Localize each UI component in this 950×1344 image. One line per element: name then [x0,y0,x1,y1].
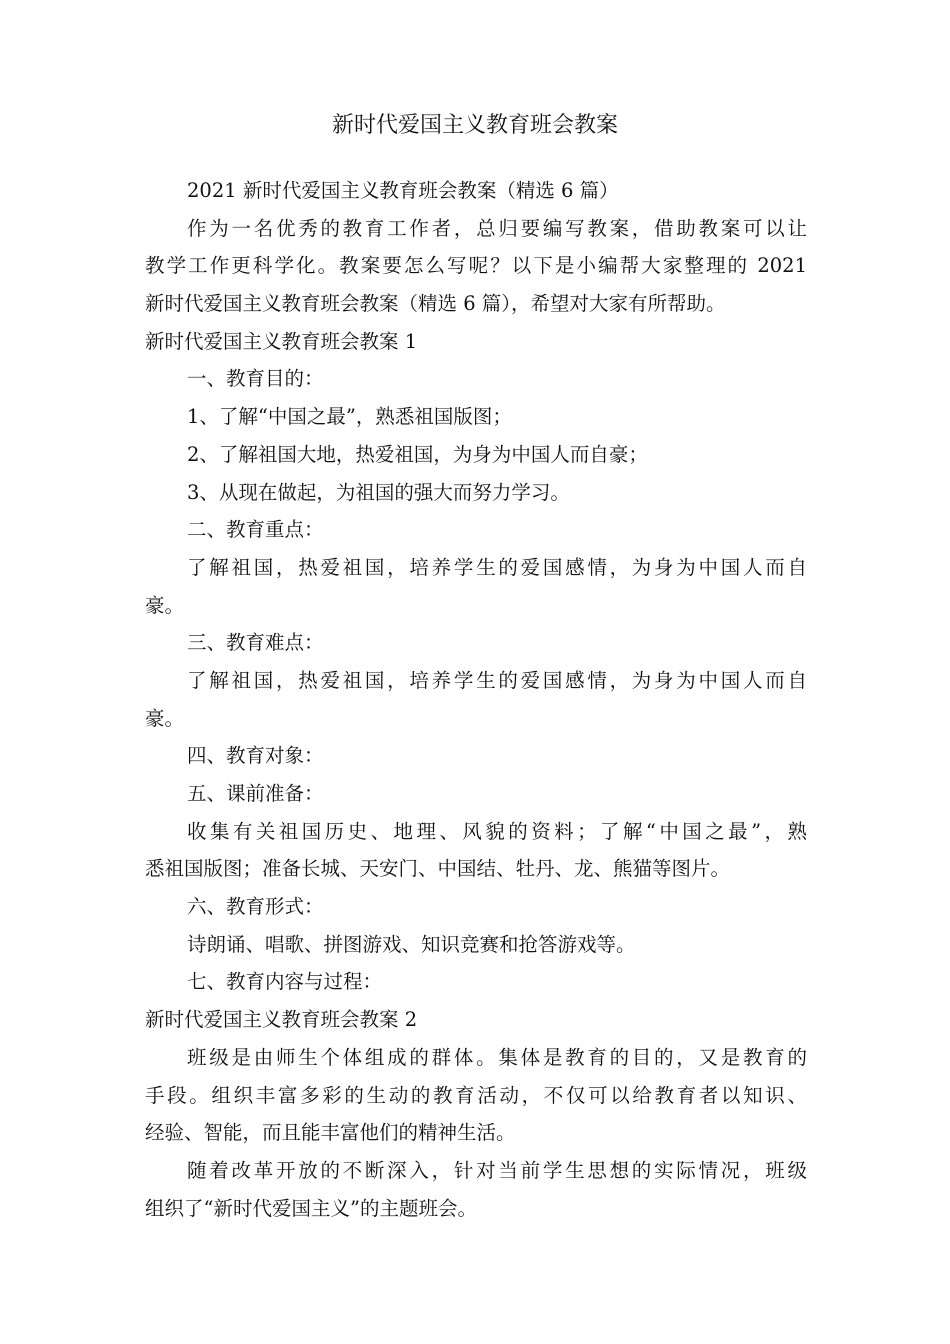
paragraph-line: 悉祖国版图；准备长城、天安门、中国结、牡丹、龙、熊猫等图片。 [145,857,731,881]
subtitle-line: 2021 新时代爱国主义教育班会教案（精选 6 篇） [187,179,619,202]
section-heading: 新时代爱国主义教育班会教案 2 [145,1008,418,1032]
list-heading: 四、教育对象： [187,744,324,768]
document-title: 新时代爱国主义教育班会教案 [331,113,618,138]
paragraph-line: 了解祖国，热爱祖国，培养学生的爱国感情，为身为中国人而自 [187,555,807,579]
paragraph-line: 随着改革开放的不断深入，针对当前学生思想的实际情况，班级 [187,1158,807,1182]
list-heading: 六、教育形式： [187,895,324,919]
paragraph-line: 豪。 [145,593,185,617]
paragraph-line: 组织了“新时代爱国主义”的主题班会。 [145,1196,477,1220]
paragraph-line: 新时代爱国主义教育班会教案（精选 6 篇），希望对大家有所帮助。 [145,292,726,316]
list-heading: 一、教育目的： [187,367,324,391]
section-heading: 新时代爱国主义教育班会教案 1 [145,329,418,353]
paragraph-line: 作为一名优秀的教育工作者，总归要编写教案，借助教案可以让 [187,216,807,240]
paragraph-line: 豪。 [145,706,185,730]
paragraph-line: 经验、智能，而且能丰富他们的精神生活。 [145,1121,516,1145]
paragraph-line: 手段。组织丰富多彩的生动的教育活动，不仅可以给教育者以知识、 [145,1083,807,1107]
list-item: 1、了解“中国之最”，熟悉祖国版图； [187,405,512,429]
list-item: 2、了解祖国大地，热爱祖国，为身为中国人而自豪； [187,442,648,466]
list-heading: 七、教育内容与过程： [187,970,383,994]
paragraph-line: 收集有关祖国历史、地理、风貌的资料；了解“中国之最”，熟 [187,819,807,843]
list-heading: 二、教育重点： [187,518,324,542]
paragraph-line: 教学工作更科学化。教案要怎么写呢？以下是小编帮大家整理的 2021 [145,254,807,278]
document-body [145,172,807,1227]
list-heading: 五、课前准备： [187,782,324,805]
list-heading: 三、教育难点： [187,631,324,655]
paragraph-line: 诗朗诵、唱歌、拼图游戏、知识竞赛和抢答游戏等。 [187,932,636,956]
paragraph-line: 了解祖国，热爱祖国，培养学生的爱国感情，为身为中国人而自 [187,668,807,692]
list-item: 3、从现在做起，为祖国的强大而努力学习。 [187,480,570,504]
paragraph-line: 班级是由师生个体组成的群体。集体是教育的目的，又是教育的 [187,1045,807,1069]
